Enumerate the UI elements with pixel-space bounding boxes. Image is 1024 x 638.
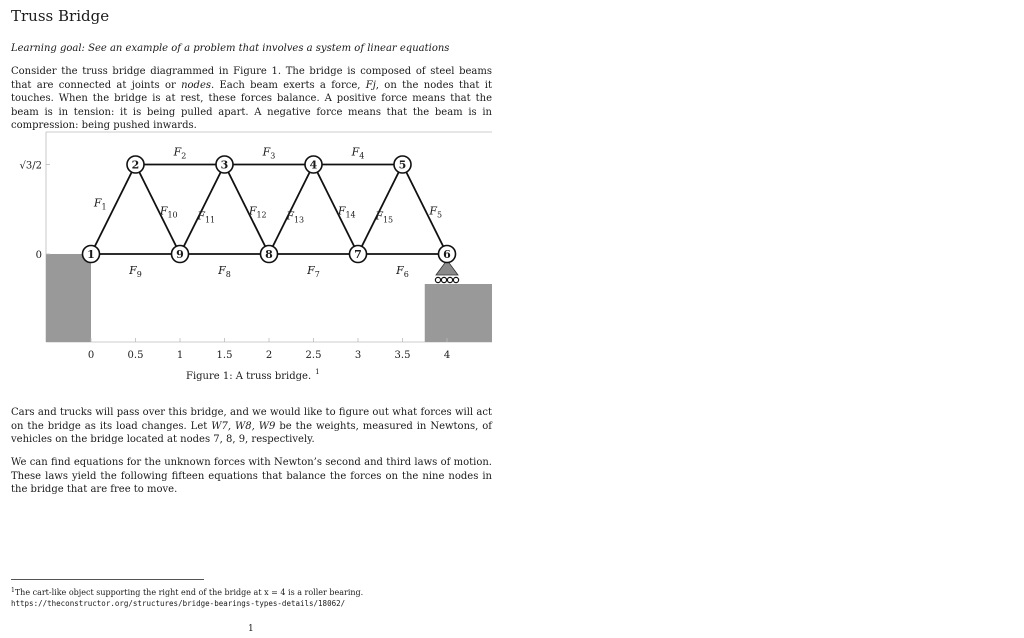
figure-caption	[186, 368, 320, 382]
weights-symbols: W7, W8, W9	[211, 420, 276, 432]
x-tick-label-0: 0	[87, 350, 95, 361]
y-tick-label-1: 0	[35, 250, 42, 261]
beam-label-f1: $F_1$	[93, 196, 107, 212]
beam-label-f2: $F_2$	[173, 145, 187, 161]
node-label-1: 1	[87, 248, 95, 261]
beam-label-f10: $F_{10}$	[159, 204, 178, 220]
beam-label-f15: $F_{15}$	[375, 209, 394, 225]
roller-wheel-1	[435, 277, 440, 282]
x-tick-label-4: 2	[265, 350, 273, 361]
roller-wheel-3	[447, 277, 452, 282]
node-label-4: 4	[309, 158, 318, 172]
caption-text: Figure 1: A truss bridge.	[186, 371, 312, 382]
footnote	[11, 585, 493, 609]
nodes-term: nodes	[181, 79, 211, 91]
beam-f14	[314, 165, 359, 255]
beam-label-f9: $F_9$	[129, 264, 142, 279]
beam-f10	[136, 165, 181, 255]
node-label-5: 5	[398, 158, 407, 172]
footnote-mark: 1	[11, 587, 15, 594]
roller-wheel-4	[453, 277, 458, 282]
beam-f12	[225, 165, 270, 255]
right-support-block	[425, 284, 492, 342]
node-label-9: 9	[176, 248, 184, 261]
node-label-7: 7	[354, 248, 362, 261]
beam-label-f8: $F_8$	[218, 264, 231, 279]
page-number: 1	[248, 624, 254, 634]
beam-label-f5: $F_5$	[429, 204, 443, 220]
beam-label-f12: $F_{12}$	[248, 204, 267, 220]
footnote-text: The cart-like object supporting the right end of the bridge at x = 4 is a roller bearing.	[14, 588, 364, 597]
intro-text-2: . Each beam exerts a force,	[211, 79, 366, 91]
force-symbol: Fj	[365, 79, 376, 91]
node-label-6: 6	[443, 248, 451, 261]
beam-f1	[91, 165, 136, 255]
y-tick-label-0: √3/2	[19, 160, 42, 172]
intro-text-3: , on the nodes that it touches. When the bridge is at rest, these forces balance. A positive force means that the beam is in tension: it is being pulled apart. A negative force means that the beam is in compression: being pushed inwards.	[11, 79, 492, 131]
x-tick-label-7: 3.5	[394, 350, 411, 361]
load-text-1: Cars and trucks will pass over this bridge, and we would like to figure out what forces will act on the bridge as its load changes. Let	[11, 407, 492, 432]
beam-label-f11: $F_{11}$	[197, 209, 216, 225]
equations-paragraph: We can find equations for the unknown forces with Newton’s second and third laws of motion. These laws yield the following fifteen equations that balance the forces on the nine nodes in the bridge that are free to move.	[11, 457, 492, 495]
beam-label-f13: $F_{13}$	[286, 209, 305, 225]
node-label-3: 3	[220, 158, 229, 172]
x-tick-label-3: 1.5	[216, 350, 233, 361]
load-text-2: be the weights, measured in Newtons, of vehicles on the bridge located at nodes 7, 8, 9, respectively.	[11, 420, 493, 445]
x-tick-label-1: 0.5	[127, 350, 144, 361]
page-title: Truss Bridge	[11, 7, 110, 25]
beam-label-f6: $F_6$	[396, 264, 409, 279]
beam-label-f14: $F_{14}$	[337, 204, 356, 220]
caption-footnote-mark: 1	[315, 368, 320, 376]
beam-label-f7: $F_7$	[307, 264, 320, 279]
intro-text-1: Consider the truss bridge diagrammed in Figure 1. The bridge is composed of steel beams that are connected at joints or	[11, 66, 492, 91]
x-tick-label-2: 1	[176, 350, 184, 361]
x-tick-label-5: 2.5	[305, 350, 322, 361]
footnote-link[interactable]: https://theconstructor.org/structures/bridge-bearings-types-details/18062/	[11, 599, 346, 608]
learning-goal: Learning goal: See an example of a problem that involves a system of linear equations	[11, 43, 450, 54]
load-paragraph	[11, 406, 492, 447]
x-tick-label-6: 3	[354, 350, 362, 361]
roller-wheel-2	[441, 277, 446, 282]
footnote-divider	[11, 579, 204, 580]
intro-paragraph	[11, 65, 492, 133]
left-support-block	[46, 254, 91, 342]
node-label-2: 2	[131, 158, 140, 172]
node-label-8: 8	[265, 248, 273, 261]
beam-label-f4: $F_4$	[351, 145, 365, 161]
truss-bridge-figure	[4, 130, 500, 370]
beam-label-f3: $F_3$	[262, 145, 276, 161]
x-tick-label-8: 4	[443, 350, 451, 361]
beam-f5	[403, 165, 448, 255]
